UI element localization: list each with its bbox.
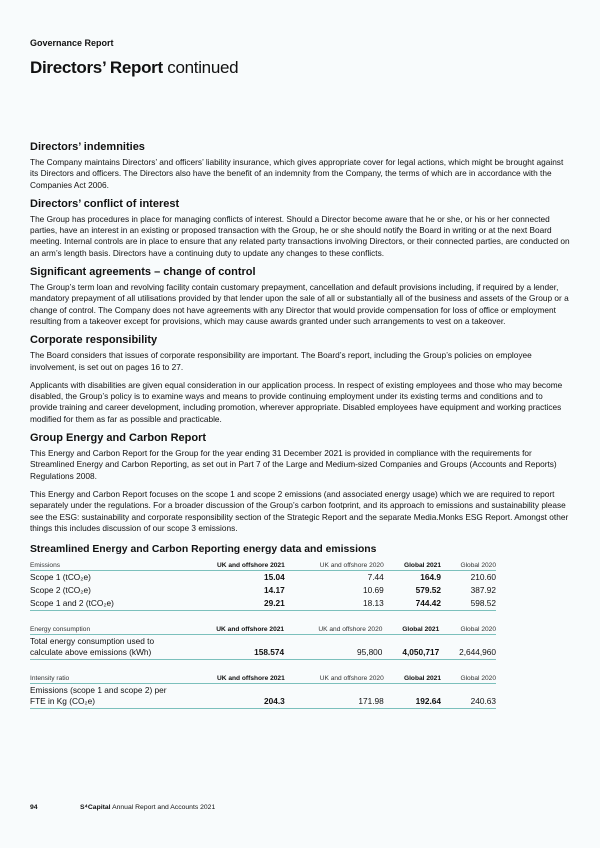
table-row xyxy=(30,635,496,660)
paragraph: The Company maintains Directors’ and officers’ liability insurance, which gives appropriate cover for legal actions, which might be brought against its Directors and officers. The Directors also have the benefit of an indemnity from the Company, the terms of which are in accordance with the Companies Act 2006. xyxy=(30,157,564,190)
column-header: UK and offshore 2021 xyxy=(180,559,285,571)
row-label: Scope 2 (tCO₂e) xyxy=(30,585,91,596)
paragraph: The Board considers that issues of corporate responsibility are important. The Board’s report, including the Group’s policies on employee involvement, is set out on pages 16 to 27. xyxy=(30,350,532,372)
table-header-row xyxy=(30,672,496,684)
table-row xyxy=(30,571,496,585)
cell-value: 7.44 xyxy=(367,572,384,583)
column-header: UK and offshore 2021 xyxy=(180,623,284,635)
paragraph: This Energy and Carbon Report for the Group for the year ending 31 December 2021 is provided in compliance with the requirements for Streamlined Energy and Carbon Reporting, as set out in Part 7 of the Large and Medium-sized Companies and Groups (Accounts and Reports) Regulations 2008. xyxy=(30,448,557,481)
page-title xyxy=(30,58,238,78)
cell-value: 14.17 xyxy=(264,585,285,596)
section-heading: Group Energy and Carbon Report xyxy=(30,432,207,445)
secr-heading: Streamlined Energy and Carbon Reporting energy data and emissions xyxy=(30,544,377,556)
column-header: UK and offshore 2020 xyxy=(285,559,384,571)
data-table xyxy=(30,672,496,709)
column-header: UK and offshore 2021 xyxy=(180,672,285,684)
footer xyxy=(30,804,215,811)
section xyxy=(30,266,572,327)
section-heading: Directors’ conflict of interest xyxy=(30,197,180,210)
row-label: Scope 1 and 2 (tCO₂e) xyxy=(30,597,180,611)
cell-value: 15.04 xyxy=(264,572,285,583)
section xyxy=(30,198,572,259)
table-row xyxy=(30,684,496,709)
cell-value: 4,050,717 xyxy=(382,635,439,660)
section-heading: Corporate responsibility xyxy=(30,334,158,347)
paragraph: The Group has procedures in place for managing conflicts of interest. Should a Director become aware that he or she, or his or her connected parties, have an interest in an existing or proposed transaction with the Group, he or she should notify the Board in writing or at the next Board meeting. Internal controls are in place to ensure that any related party transactions involving Directors, or their connected parties, are conducted on an arm’s length basis. Directors have a continuing duty to update any changes to these conflicts. xyxy=(30,213,570,258)
cell-value: 29.21 xyxy=(180,597,285,611)
table-title: Energy consumption xyxy=(30,623,180,635)
row-label: Total energy consumption used to calculate above emissions (kWh) xyxy=(30,635,180,660)
cell-value: 192.64 xyxy=(384,684,441,709)
table-title: Intensity ratio xyxy=(30,672,180,684)
cell-value: 10.69 xyxy=(363,585,384,596)
data-table xyxy=(30,559,496,611)
table-row xyxy=(30,597,496,611)
paragraph: The Group’s term loan and revolving facility contain customary prepayment, cancellation and default provisions including, if required by a lender, mandatory prepayment of all utilisations provided by that lender upon the sale of all or substantially all of the business and assets of the Group or a change of control. The Company does not have agreements with any Director that would provide compensation for loss of office or employment resulting from a takeover except for provisions, which may cause awards granted under such arrangements to vest on a takeover. xyxy=(30,282,569,326)
column-header: Global 2021 xyxy=(382,623,439,635)
cell-value: 387.92 xyxy=(470,585,496,596)
table-header-row xyxy=(30,559,496,571)
column-header: Global 2020 xyxy=(441,672,496,684)
section xyxy=(30,432,572,534)
content xyxy=(30,141,572,721)
column-header: Global 2021 xyxy=(384,672,441,684)
paragraph: Applicants with disabilities are given equal consideration in our application process. In respect of existing employees and those who may become disabled, the Group’s policy is to examine ways and means to provide continuing employment under its existing terms and conditions and to provide training and career development, including promotion, wherever appropriate. Disabled employees have equipment and working practices modified for them as far as possible and practicable. xyxy=(30,379,563,424)
cell-value: 240.63 xyxy=(441,684,496,709)
section-heading: Significant agreements – change of control xyxy=(30,266,256,279)
column-header: UK and offshore 2020 xyxy=(284,623,382,635)
cell-value: 171.98 xyxy=(285,684,384,709)
cell-value: 210.60 xyxy=(470,572,496,583)
cell-value: 18.13 xyxy=(285,597,384,611)
column-header: Global 2020 xyxy=(441,559,496,571)
cell-value: 158.574 xyxy=(180,635,284,660)
brand-logo: S⁴Capital xyxy=(80,804,111,811)
title-bold: Directors’ Report xyxy=(30,58,163,77)
footer-text: Annual Report and Accounts 2021 xyxy=(112,804,216,811)
column-header: UK and offshore 2020 xyxy=(285,672,384,684)
cell-value: 95,800 xyxy=(284,635,382,660)
cell-value: 579.52 xyxy=(415,585,441,596)
table-title: Emissions xyxy=(30,559,180,571)
section xyxy=(30,141,572,191)
cell-value: 744.42 xyxy=(384,597,441,611)
section-heading: Directors’ indemnities xyxy=(30,141,145,153)
cell-value: 164.9 xyxy=(420,572,441,583)
paragraph: This Energy and Carbon Report focuses on the scope 1 and scope 2 emissions (and associated energy usage) which we are required to report separately under the regulations. For a broader discussion of the Group’s carbon footprint, and its approach to emissions and sustainability please see the ESG: sustainability and corporate responsibility section of the Strategic Report and the separate Media.Monks ESG Report. Amongst other things this includes discussion of our scope 3 emissions. xyxy=(30,488,569,533)
section-label: Governance Report xyxy=(30,38,114,48)
data-table xyxy=(30,623,496,660)
row-label: Emissions (scope 1 and scope 2) per FTE in Kg (CO₂e) xyxy=(30,684,180,709)
section xyxy=(30,334,572,425)
cell-value: 204.3 xyxy=(180,684,285,709)
column-header: Global 2020 xyxy=(439,623,496,635)
column-header: Global 2021 xyxy=(384,559,441,571)
row-label: Scope 1 (tCO₂e) xyxy=(30,572,91,583)
page-number: 94 xyxy=(30,804,38,811)
table-header-row xyxy=(30,623,496,635)
cell-value: 2,644,960 xyxy=(439,635,496,660)
table-row xyxy=(30,584,496,597)
title-light: continued xyxy=(167,58,239,77)
cell-value: 598.52 xyxy=(441,597,496,611)
